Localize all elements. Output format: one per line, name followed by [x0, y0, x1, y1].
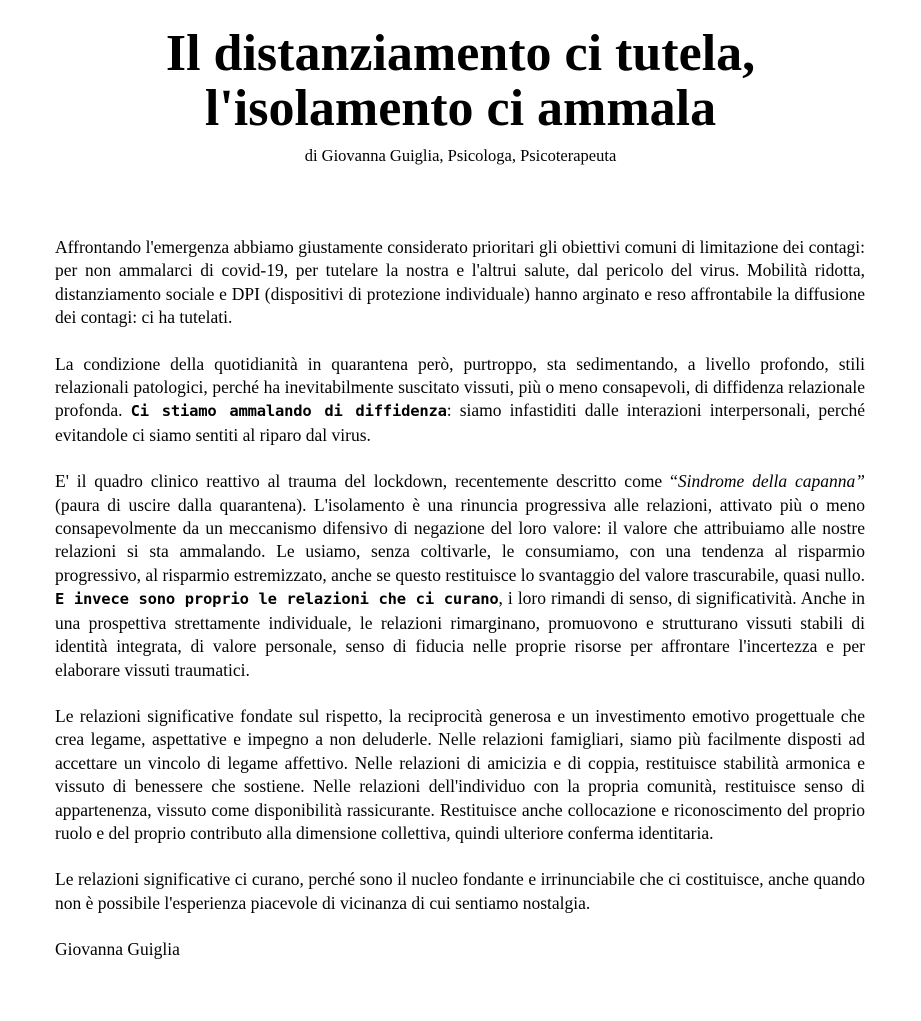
paragraph-1: Affrontando l'emergenza abbiamo giustamente considerato prioritari gli obiettivi comuni di limitazione dei contagi: per non ammalarci di covid-19, per tutelare la nostra e l'altrui salute, dal pericolo del virus. Mobilità ridotta, distanziamento sociale e DPI (dispositivi di protezione individuale) hanno arginato e reso affrontabile la diffusione dei contagi: ci ha tutelati.	[55, 237, 865, 328]
article-title	[0, 26, 921, 136]
paragraph-3-text-a: E' il quadro clinico reattivo al trauma del lockdown, recentemente descritto come “	[55, 471, 678, 492]
paragraph-3-emphasis: E invece sono proprio le relazioni che ci curano	[55, 590, 499, 609]
paragraph-3-text-c: , i loro rimandi di senso, di significatività. Anche in una prospettiva strettamente individuale, le relazioni rimarginano, promuovono e strutturano vissuti stabili di identità integrata, di valore personale, senso di fiducia nelle proprie risorse per affrontare l'incertezza e per elaborare vissuti traumatici.	[55, 588, 866, 680]
paragraph-2-text-a: La condizione della quotidianità in quarantena però, purtroppo, sta sedimentando, a livello profondo, stili relazionali patologici, perché ha inevitabilmente suscitato vissuti, più o meno consapevoli, di diffidenza relazionale profonda.	[55, 353, 865, 421]
paragraph-2-text-b: : siamo infastiditi dalle interazioni interpersonali, perché evitandole ci siamo sentiti al riparo dal virus.	[55, 400, 865, 445]
paragraph-4: Le relazioni significative fondate sul rispetto, la reciprocità generosa e un investimento emotivo progettuale che crea legame, aspettative e impegno a non deluderle. Nelle relazioni famigliari, siamo più facilmente disposti ad accettare un vincolo di legame affettivo. Nelle relazioni di amicizia e di coppia, restituisce stabilità armonica e vissuto di benessere che sostiene. Nelle relazioni dell'individuo con la propria comunità, restituisce senso di appartenenza, vissuto come disponibilità rassicurante. Restituisce anche collocazione e riconoscimento del proprio ruolo e del proprio contributo alla dimensione collettiva, quindi ulteriore conferma identitaria.	[55, 705, 865, 843]
paragraph-5: Le relazioni significative ci curano, perché sono il nucleo fondante e irrinunciabile che ci costituisce, anche quando non è possibile l'esperienza piacevole di vicinanza di cui sentiamo nostalgia.	[55, 869, 865, 913]
paragraph-2-emphasis: Ci stiamo ammalando di diffidenza	[130, 402, 447, 421]
article-title-line-2: l'isolamento ci ammala	[204, 80, 717, 137]
author-byline: di Giovanna Guiglia, Psicologa, Psicoterapeuta	[304, 146, 617, 165]
article-title-line-1: Il distanziamento ci tutela,	[165, 25, 756, 82]
article-body	[55, 236, 865, 962]
paragraph-2	[55, 353, 865, 448]
paragraph-3	[55, 470, 865, 682]
paragraph-3-italic: Sindrome della capanna”	[677, 471, 866, 492]
author-signature: Giovanna Guiglia	[55, 939, 180, 960]
paragraph-3-text-b: (paura di uscire dalla quarantena). L'isolamento è una rinuncia progressiva alle relazioni, attivato più o meno consapevolmente da un meccanismo difensivo di negazione del loro valore: il valore che attribuiamo alle nostre relazioni si sta ammalando. Le usiamo, senza coltivarle, le consumiamo, con una tendenza al risparmio progressivo, al risparmio estremizzato, anche se questo restituisce lo svantaggio del valore trascurabile, quasi nullo.	[55, 494, 865, 585]
